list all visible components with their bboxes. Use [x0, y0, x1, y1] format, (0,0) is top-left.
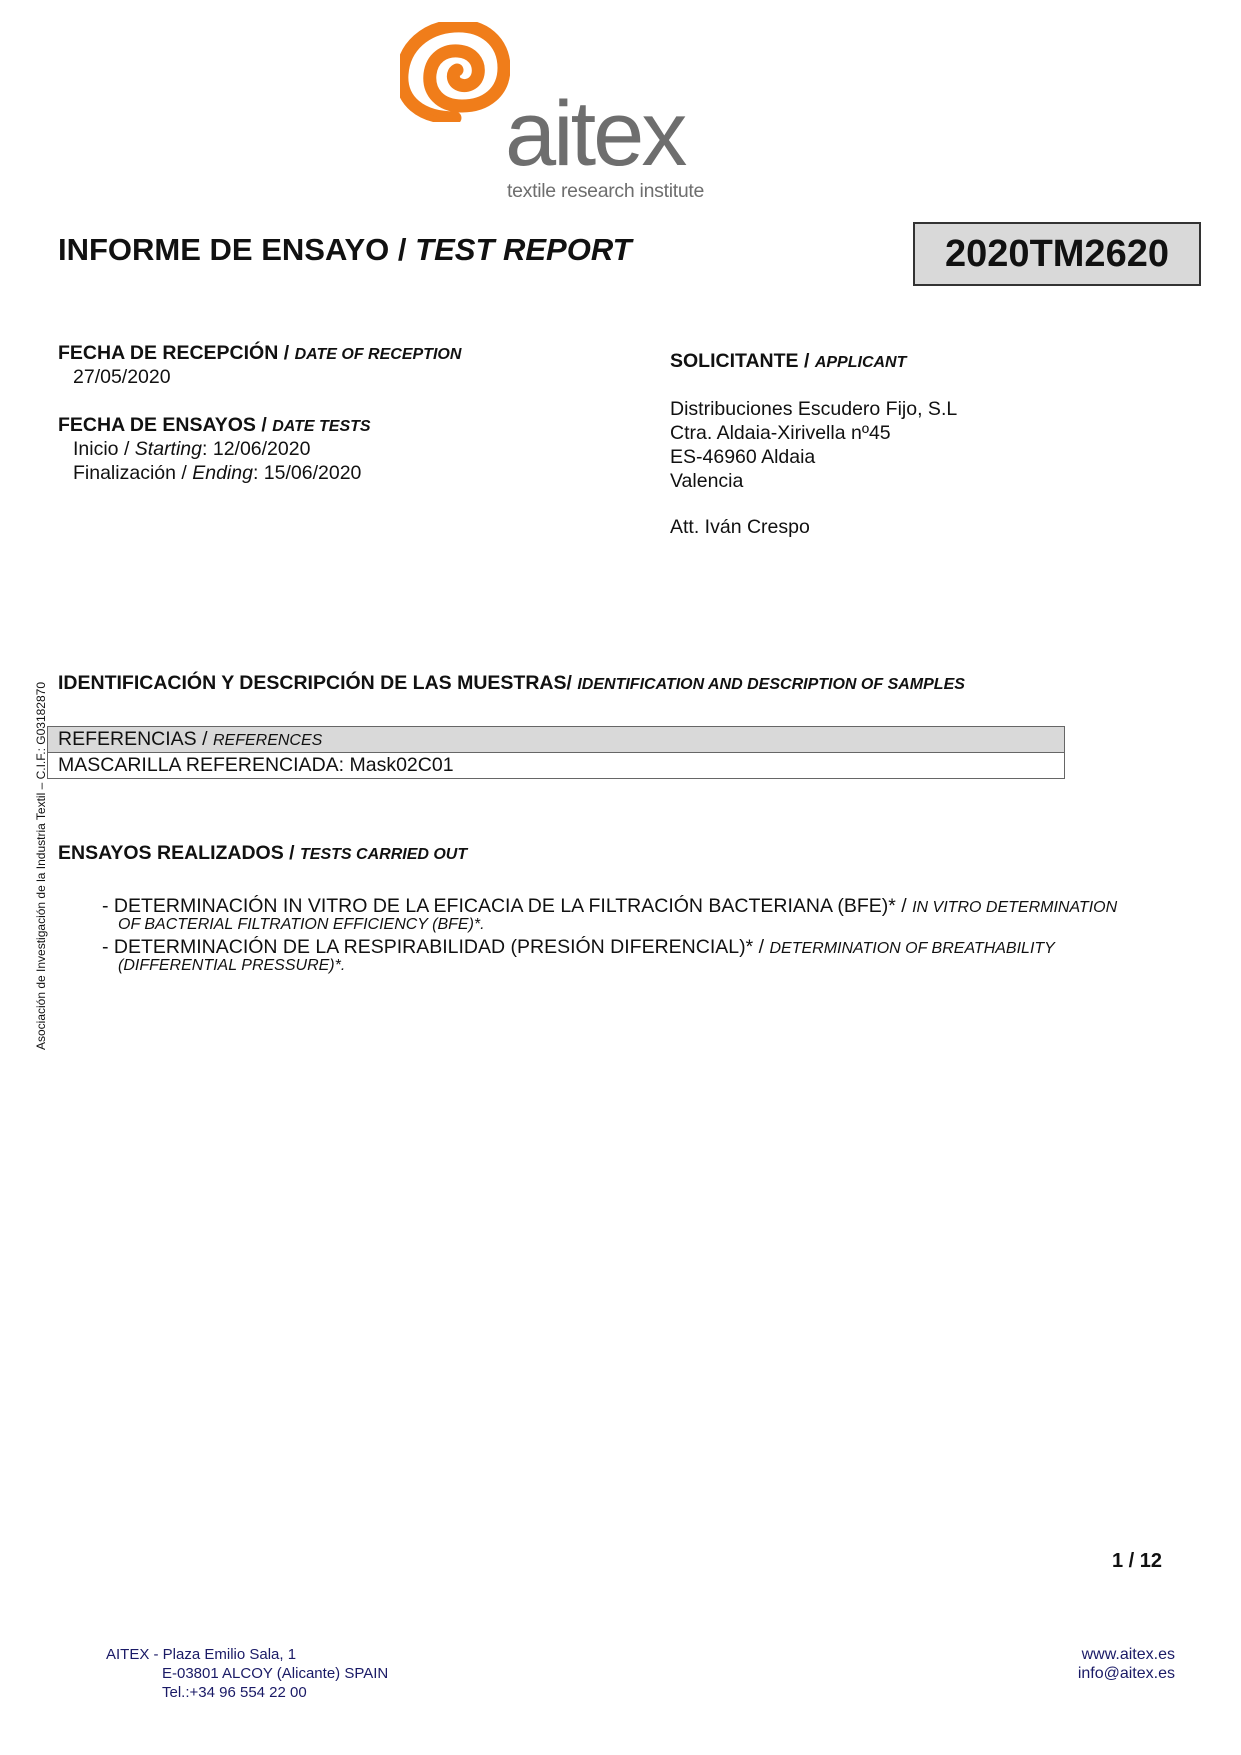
end-label-en: Ending	[192, 462, 253, 484]
references-table	[47, 726, 1065, 779]
applicant-line: ES-46960 Aldaia	[670, 446, 816, 468]
references-header-en: REFERENCES	[212, 732, 323, 749]
start-label-en: Starting	[134, 438, 202, 460]
applicant-label-es: SOLICITANTE	[670, 350, 799, 372]
reception-heading: FECHA DE RECEPCIÓN / DATE OF RECEPTION	[58, 342, 462, 364]
test-dates-label-es: FECHA DE ENSAYOS	[58, 414, 256, 436]
tests-list	[102, 895, 1202, 977]
report-title	[58, 232, 632, 268]
test-en: IN VITRO DETERMINATION	[912, 899, 1118, 916]
test-end: Finalización / Ending: 15/06/2020	[73, 462, 362, 484]
aitex-logo-icon	[400, 22, 510, 122]
applicant-line: Distribuciones Escudero Fijo, S.L	[670, 398, 958, 420]
list-item	[102, 936, 1202, 975]
applicant-heading: SOLICITANTE / APPLICANT	[670, 350, 907, 372]
references-header-cell: REFERENCIAS / REFERENCES	[48, 727, 1065, 753]
references-value: MASCARILLA REFERENCIADA: Mask02C01	[48, 753, 1065, 779]
samples-label-es: IDENTIFICACIÓN Y DESCRIPCIÓN DE LAS MUESTRAS/	[58, 672, 572, 694]
references-header-es: REFERENCIAS	[58, 728, 197, 750]
applicant-attention: Att. Iván Crespo	[670, 516, 810, 538]
test-es: - DETERMINACIÓN IN VITRO DE LA EFICACIA DE LA FILTRACIÓN BACTERIANA (BFE)* /	[102, 895, 913, 917]
reception-label-en: DATE OF RECEPTION	[294, 346, 462, 363]
start-label-es: Inicio	[73, 438, 119, 460]
test-en-continued: OF BACTERIAL FILTRATION EFFICIENCY (BFE)*.	[118, 916, 485, 933]
reception-date: 27/05/2020	[73, 366, 171, 388]
footer-phone: Tel.:+34 96 554 22 00	[162, 1684, 307, 1701]
footer-website-link[interactable]: www.aitex.es	[1081, 1646, 1175, 1663]
page-number: 1 / 12	[1112, 1550, 1163, 1572]
test-start: Inicio / Starting: 12/06/2020	[73, 438, 311, 460]
footer-email-link[interactable]: info@aitex.es	[1077, 1665, 1175, 1682]
footer-address-line: E-03801 ALCOY (Alicante) SPAIN	[162, 1665, 389, 1682]
tests-label-es: ENSAYOS REALIZADOS	[58, 842, 284, 864]
reception-label-es: FECHA DE RECEPCIÓN	[58, 342, 279, 364]
footer-contact	[1050, 1645, 1175, 1683]
tests-heading: ENSAYOS REALIZADOS / TESTS CARRIED OUT	[58, 842, 468, 864]
samples-heading	[58, 672, 965, 695]
logo-wordmark: aitex	[505, 83, 685, 185]
footer-address-line: AITEX - Plaza Emilio Sala, 1	[106, 1646, 297, 1663]
applicant-address	[670, 397, 957, 493]
applicant-line: Valencia	[670, 470, 744, 492]
test-en-continued: (DIFFERENTIAL PRESSURE)*.	[118, 957, 346, 974]
title-en: TEST REPORT	[415, 232, 632, 267]
sidebar-legal-text: Asociación de Investigación de la Industria Textil – C.I.F.: G03182870	[34, 682, 48, 1050]
end-label-es: Finalización	[73, 462, 176, 484]
applicant-line: Ctra. Aldaia-Xirivella nº45	[670, 422, 891, 444]
tests-label-en: TESTS CARRIED OUT	[300, 846, 468, 863]
test-dates-label-en: DATE TESTS	[272, 418, 371, 435]
test-dates-heading: FECHA DE ENSAYOS / DATE TESTS	[58, 414, 371, 436]
test-es: - DETERMINACIÓN DE LA RESPIRABILIDAD (PRESIÓN DIFERENCIAL)* /	[102, 936, 770, 958]
references-table-header	[48, 727, 1065, 753]
start-date: 12/06/2020	[212, 438, 311, 460]
test-en: DETERMINATION OF BREATHABILITY	[769, 940, 1055, 957]
logo-tagline: textile research institute	[507, 180, 705, 202]
title-es: INFORME DE ENSAYO	[58, 232, 390, 267]
table-row	[48, 753, 1065, 779]
footer-address	[106, 1645, 388, 1702]
title-separator: /	[389, 232, 416, 267]
report-number-box: 2020TM2620	[913, 222, 1201, 286]
list-item	[102, 895, 1202, 934]
applicant-label-en: APPLICANT	[814, 354, 907, 371]
end-date: 15/06/2020	[263, 462, 362, 484]
samples-label-en: IDENTIFICATION AND DESCRIPTION OF SAMPLES	[577, 676, 965, 693]
